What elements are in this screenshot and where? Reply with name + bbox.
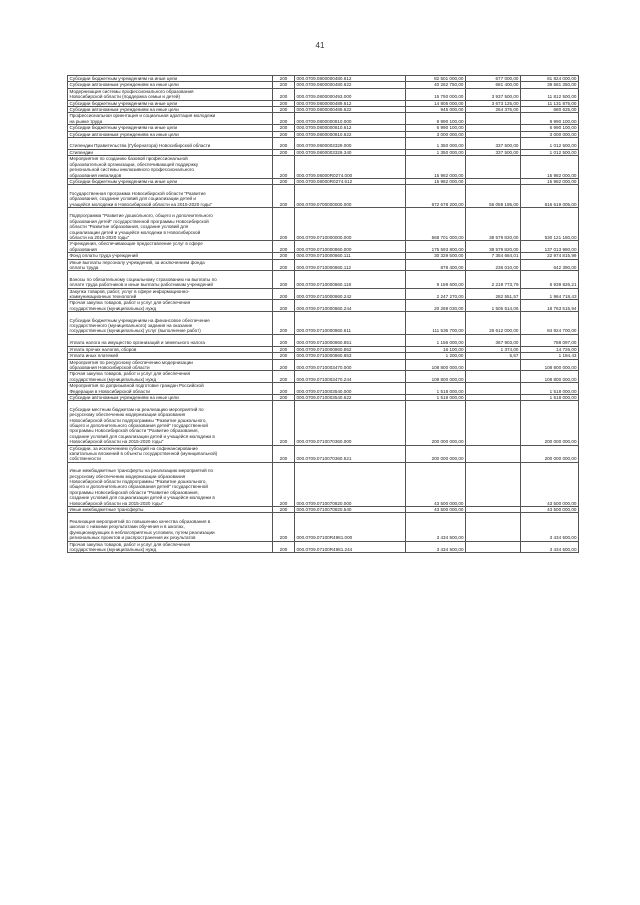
row-amount-remaining: 6 990 100,00 <box>521 125 579 131</box>
row-name: Субсидии бюджетным учреждениям на иные цели <box>68 125 273 131</box>
row-name: Учреждения, обеспечивающие предоставление услуг в сфере образования <box>68 241 273 253</box>
row-name: Мероприятия по созданию базовой профессиональной образовательной организации, обеспечивающей поддержку региональной системы инклюзивного профессионального образования инвалидов <box>68 156 273 179</box>
row-kbk: 000.0709.0710070360.000 <box>295 401 406 445</box>
row-amount-remaining: 81 824 000,00 <box>521 76 579 82</box>
row-amount-remaining: 14 726,00 <box>521 346 579 352</box>
row-name: Субсидии автономным учреждениям на иные цели <box>68 131 273 137</box>
budget-table-body <box>68 76 579 553</box>
row-kbk: 000.0709.0800000493.000 <box>295 88 406 100</box>
row-amount-assigned: 14 805 000,00 <box>406 100 466 106</box>
row-amount-assigned: 175 593 800,00 <box>406 241 466 253</box>
row-kbk: 000.0709.0710000860.611 <box>295 312 406 335</box>
table-row <box>68 359 579 371</box>
row-amount-assigned: 6 990 100,00 <box>406 125 466 131</box>
row-amount-remaining: 15 982 000,00 <box>521 156 579 179</box>
row-code: 200 <box>273 253 295 259</box>
row-amount-remaining: 18 763 515,94 <box>521 300 579 312</box>
row-code: 200 <box>273 371 295 383</box>
row-code: 200 <box>273 156 295 179</box>
table-row <box>68 371 579 383</box>
row-kbk: 000.0709.0710000860.112 <box>295 259 406 271</box>
row-code: 200 <box>273 138 295 150</box>
row-kbk: 000.0709.0710070820.540 <box>295 507 406 513</box>
row-name: Государственная программа Новосибирской области "Развитие образования, создание условий для социализации детей и учащейся молодежи в Новосибирской области на 2015-2020 годы" <box>68 185 273 208</box>
row-name: Реализация мероприятий по повышению качества образования в школах с низкими результатами обучения и в школах, функционирующих в неблагоприятных условиях, путем реализации региональных проектов и распространения их результатов <box>68 513 273 541</box>
row-code: 200 <box>273 462 295 506</box>
table-row <box>68 271 579 288</box>
row-code: 200 <box>273 241 295 253</box>
row-amount-remaining: 1 518 000,00 <box>521 383 579 395</box>
row-amount-executed: 3 937 500,00 <box>466 88 521 100</box>
row-amount-remaining: 108 800 000,00 <box>521 359 579 371</box>
row-kbk: 000.0709.0710070360.521 <box>295 445 406 462</box>
row-amount-assigned: 43 500 000,00 <box>406 507 466 513</box>
row-name: Иные выплаты персоналу учреждений, за исключением фонда оплаты труда <box>68 259 273 271</box>
row-kbk: 000.0709.0710000860.851 <box>295 334 406 346</box>
row-amount-assigned: 200 000 000,00 <box>406 445 466 462</box>
row-name: Субсидии, за исключением субсидий на софинансирование капитальных вложений в объекты государственной (муниципальной) собственности <box>68 445 273 462</box>
row-kbk: 000.0709.07100R4981.000 <box>295 513 406 541</box>
row-amount-executed: 5,57 <box>466 353 521 359</box>
row-amount-remaining: 200 000 000,00 <box>521 401 579 445</box>
row-kbk: 000.0709.0800000489.622 <box>295 107 406 113</box>
table-row <box>68 259 579 271</box>
row-amount-assigned: 108 800 000,00 <box>406 359 466 371</box>
row-amount-assigned: 15 750 000,00 <box>406 88 466 100</box>
row-amount-remaining: 43 500 000,00 <box>521 507 579 513</box>
row-amount-executed <box>466 371 521 383</box>
row-code: 200 <box>273 445 295 462</box>
row-code: 200 <box>273 383 295 395</box>
row-amount-executed: 26 612 000,00 <box>466 312 521 335</box>
row-amount-executed: 1 505 514,06 <box>466 300 521 312</box>
table-row <box>68 82 579 88</box>
row-amount-executed <box>466 541 521 553</box>
row-amount-remaining: 11 131 875,00 <box>521 100 579 106</box>
row-name: Прочая закупка товаров, работ и услуг для обеспечения государственных (муниципальных) нужд <box>68 371 273 383</box>
row-kbk: 000.0709.0710000000.000 <box>295 207 406 240</box>
row-kbk: 000.0709.0710000860.852 <box>295 346 406 352</box>
row-code: 200 <box>273 259 295 271</box>
row-name: Мероприятия по ресурсному обеспечению модернизации образования Новосибирской области <box>68 359 273 371</box>
row-kbk: 000.0709.08000R0274.000 <box>295 156 406 179</box>
table-row <box>68 113 579 125</box>
row-amount-executed: 3 673 125,00 <box>466 100 521 106</box>
row-name: Уплата иных платежей <box>68 353 273 359</box>
row-amount-remaining: 200 000 000,00 <box>521 445 579 462</box>
row-code: 200 <box>273 131 295 137</box>
table-row <box>68 100 579 106</box>
row-amount-remaining: 3 434 500,00 <box>521 541 579 553</box>
row-amount-assigned: 3 434 500,00 <box>406 541 466 553</box>
row-amount-assigned: 30 329 500,00 <box>406 253 466 259</box>
row-name: Взносы по обязательному социальному страхованию на выплаты по оплате труда работников и иные выплаты работникам учреждений <box>68 271 273 288</box>
row-kbk: 000.0709.0800003329.000 <box>295 138 406 150</box>
row-amount-executed <box>466 113 521 125</box>
row-amount-assigned: 108 800 000,00 <box>406 371 466 383</box>
row-kbk: 000.0709.0710000860.111 <box>295 253 406 259</box>
table-row <box>68 107 579 113</box>
row-amount-executed: 337 500,00 <box>466 149 521 155</box>
table-row <box>68 312 579 335</box>
row-amount-assigned: 15 982 000,00 <box>406 178 466 184</box>
row-amount-assigned: 9 159 600,00 <box>406 271 466 288</box>
row-amount-assigned: 111 536 700,00 <box>406 312 466 335</box>
row-kbk: 000.0709.0710003470.244 <box>295 371 406 383</box>
row-amount-assigned: 568 701 000,00 <box>406 207 466 240</box>
row-kbk: 000.0709.0800000810.000 <box>295 113 406 125</box>
row-kbk: 000.0709.0710003540.622 <box>295 394 406 400</box>
row-code: 200 <box>273 82 295 88</box>
row-amount-assigned: 2 247 270,00 <box>406 288 466 300</box>
row-amount-remaining: 6 939 826,21 <box>521 271 579 288</box>
row-amount-remaining: 680 625,00 <box>521 107 579 113</box>
row-amount-executed: 236 010,00 <box>466 259 521 271</box>
table-row <box>68 156 579 179</box>
row-amount-executed <box>466 156 521 179</box>
row-code: 200 <box>273 394 295 400</box>
row-amount-assigned: 200 000 000,00 <box>406 401 466 445</box>
row-amount-executed: 38 579 820,00 <box>466 241 521 253</box>
row-kbk: 000.0709.0710000860.000 <box>295 241 406 253</box>
table-row <box>68 401 579 445</box>
row-amount-assigned: 43 500 000,00 <box>406 462 466 506</box>
row-kbk: 000.0709.0800003329.340 <box>295 149 406 155</box>
row-amount-assigned: 1 518 000,00 <box>406 383 466 395</box>
row-name: Субсидии бюджетным учреждениям на финансовое обеспечение государственного (муниципального) задания на оказание государственных (муниципальных) услуг (выполнение работ) <box>68 312 273 335</box>
row-amount-executed: 337 500,00 <box>466 138 521 150</box>
row-code: 200 <box>273 107 295 113</box>
table-row <box>68 185 579 208</box>
row-amount-assigned: 878 400,00 <box>406 259 466 271</box>
table-row <box>68 334 579 346</box>
row-kbk: 000.0709.0700000000.000 <box>295 185 406 208</box>
row-code: 200 <box>273 100 295 106</box>
row-amount-remaining: 530 121 180,00 <box>521 207 579 240</box>
row-kbk: 000.0709.0710003540.000 <box>295 383 406 395</box>
row-amount-assigned: 9 990 100,00 <box>406 113 466 125</box>
row-code: 200 <box>273 312 295 335</box>
row-amount-executed: 7 354 684,01 <box>466 253 521 259</box>
row-code: 200 <box>273 359 295 371</box>
row-name: Субсидии бюджетным учреждениям на иные цели <box>68 178 273 184</box>
row-amount-executed <box>466 462 521 506</box>
table-row <box>68 288 579 300</box>
row-amount-executed: 282 551,57 <box>466 288 521 300</box>
row-amount-remaining: 1 194,43 <box>521 353 579 359</box>
row-code: 200 <box>273 353 295 359</box>
row-kbk: 000.0709.0800000489.612 <box>295 100 406 106</box>
row-amount-executed: 2 219 773,79 <box>466 271 521 288</box>
page-number: 41 <box>315 41 325 50</box>
row-amount-remaining: 616 619 005,00 <box>521 185 579 208</box>
row-name: Субсидии местным бюджетам на реализацию мероприятий по ресурсному обеспечению модернизации образования Новосибирской области подпрограммы "Развитие дошкольного, общего и дополнительного образования детей" государственной программы Новосибирской области "Развитие образования, создание условий для социализации детей и учащейся молодежи в Новосибирской области на 2015-2020 годы" <box>68 401 273 445</box>
row-name: Профессиональная ориентация и социальная адаптация молодежи на рынке труда <box>68 113 273 125</box>
row-amount-remaining: 1 964 718,43 <box>521 288 579 300</box>
row-amount-remaining: 642 390,00 <box>521 259 579 271</box>
table-row <box>68 513 579 541</box>
table-row <box>68 88 579 100</box>
row-kbk: 000.0709.0800000810.612 <box>295 125 406 131</box>
row-name: Прочая закупка товаров, работ и услуг для обеспечения государственных (муниципальных) нужд <box>68 541 273 553</box>
row-name: Стипендии Правительства (Губернатора) Новосибирской области <box>68 138 273 150</box>
table-row <box>68 138 579 150</box>
row-name: Субсидии бюджетным учреждениям на иные цели <box>68 76 273 82</box>
row-name: Фонд оплаты труда учреждений <box>68 253 273 259</box>
row-name: Иные межбюджетные трансферты <box>68 507 273 513</box>
row-amount-remaining: 15 982 000,00 <box>521 178 579 184</box>
row-kbk: 000.0709.0710070820.000 <box>295 462 406 506</box>
row-code: 200 <box>273 178 295 184</box>
row-code: 200 <box>273 76 295 82</box>
row-kbk: 000.0709.0710000860.853 <box>295 353 406 359</box>
row-kbk: 000.0709.0710003470.000 <box>295 359 406 371</box>
row-code: 200 <box>273 149 295 155</box>
table-row <box>68 76 579 82</box>
row-amount-assigned: 3 000 000,00 <box>406 131 466 137</box>
row-amount-executed: 264 375,00 <box>466 107 521 113</box>
row-amount-assigned: 3 434 500,00 <box>406 513 466 541</box>
row-name: Подпрограмма "Развитие дошкольного, общего и дополнительного образования детей" государственной программы Новосибирской области "Развитие образования, создание условий для социализации детей и учащейся молодежи в Новосибирской области на 2015-2020 годы" <box>68 207 273 240</box>
row-name: Субсидии автономным учреждениям на иные цели <box>68 394 273 400</box>
row-code: 200 <box>273 513 295 541</box>
row-amount-executed <box>466 445 521 462</box>
row-amount-executed <box>466 359 521 371</box>
row-amount-remaining: 108 800 000,00 <box>521 371 579 383</box>
row-amount-assigned: 16 100,00 <box>406 346 466 352</box>
row-amount-assigned: 82 501 000,00 <box>406 76 466 82</box>
row-name: Субсидии автономным учреждениям на иные цели <box>68 82 273 88</box>
row-amount-assigned: 1 350 000,00 <box>406 149 466 155</box>
row-amount-assigned: 1 350 000,00 <box>406 138 466 150</box>
budget-table <box>67 75 579 553</box>
row-kbk: 000.0709.0710000860.119 <box>295 271 406 288</box>
row-amount-executed <box>466 401 521 445</box>
row-code: 200 <box>273 346 295 352</box>
row-amount-assigned: 672 678 200,00 <box>406 185 466 208</box>
row-amount-executed: 677 000,00 <box>466 76 521 82</box>
row-code: 200 <box>273 125 295 131</box>
row-amount-remaining: 3 000 000,00 <box>521 131 579 137</box>
row-amount-executed: 367 903,00 <box>466 334 521 346</box>
row-amount-executed: 56 059 195,00 <box>466 185 521 208</box>
row-amount-assigned: 1 518 000,00 <box>406 394 466 400</box>
row-code: 200 <box>273 207 295 240</box>
row-code: 200 <box>273 334 295 346</box>
table-row <box>68 300 579 312</box>
row-code: 200 <box>273 288 295 300</box>
row-kbk: 000.0709.0710000860.242 <box>295 288 406 300</box>
table-row <box>68 462 579 506</box>
row-amount-assigned: 40 262 750,00 <box>406 82 466 88</box>
row-amount-executed: 1 374,00 <box>466 346 521 352</box>
row-amount-executed <box>466 383 521 395</box>
row-amount-remaining: 22 974 815,99 <box>521 253 579 259</box>
row-name: Уплата налога на имущество организаций и земельного налога <box>68 334 273 346</box>
row-amount-executed: 38 579 820,00 <box>466 207 521 240</box>
row-amount-remaining: 1 012 500,00 <box>521 138 579 150</box>
row-kbk: 000.0709.08000R0274.612 <box>295 178 406 184</box>
row-amount-assigned: 15 982 000,00 <box>406 156 466 179</box>
row-name: Иные межбюджетные трансферты на реализацию мероприятий по ресурсному обеспечению модернизации образования Новосибирской области подпрограммы "Развитие дошкольного, общего и дополнительного образования детей" государственной программы Новосибирской области "Развитие образования, создание условий для социализации детей и учащейся молодежи в Новосибирской области на 2015-2020 годы" <box>68 462 273 506</box>
row-code: 200 <box>273 88 295 100</box>
row-kbk: 000.0709.0710000860.244 <box>295 300 406 312</box>
table-row <box>68 207 579 240</box>
row-name: Прочая закупка товаров, работ и услуг для обеспечения государственных (муниципальных) нужд <box>68 300 273 312</box>
row-amount-assigned: 20 269 030,00 <box>406 300 466 312</box>
row-name: Закупка товаров, работ, услуг в сфере информационно- коммуникационных технологий <box>68 288 273 300</box>
row-amount-remaining: 84 924 700,00 <box>521 312 579 335</box>
row-name: Уплата прочих налогов, сборов <box>68 346 273 352</box>
row-amount-remaining: 137 013 980,00 <box>521 241 579 253</box>
row-code: 200 <box>273 300 295 312</box>
row-kbk: 000.0709.0800000480.612 <box>295 76 406 82</box>
row-kbk: 000.0709.07100R4981.244 <box>295 541 406 553</box>
row-code: 200 <box>273 271 295 288</box>
row-amount-remaining: 788 097,00 <box>521 334 579 346</box>
row-amount-remaining: 3 434 500,00 <box>521 513 579 541</box>
row-amount-remaining: 1 012 500,00 <box>521 149 579 155</box>
row-code: 200 <box>273 541 295 553</box>
row-name: Мероприятия по допризывной подготовке граждан Российской Федерации в Новосибирской области <box>68 383 273 395</box>
table-row <box>68 241 579 253</box>
row-amount-executed <box>466 513 521 541</box>
row-name: Модернизация системы профессионального образования Новосибирской области (поддержка семьи и детей) <box>68 88 273 100</box>
row-kbk: 000.0709.0800000810.622 <box>295 131 406 137</box>
row-kbk: 000.0709.0800000480.622 <box>295 82 406 88</box>
row-amount-assigned: 1 156 000,00 <box>406 334 466 346</box>
row-amount-executed: 681 400,00 <box>466 82 521 88</box>
row-amount-assigned: 1 200,00 <box>406 353 466 359</box>
row-amount-remaining: 43 500 000,00 <box>521 462 579 506</box>
table-row <box>68 541 579 553</box>
row-amount-remaining: 39 581 350,00 <box>521 82 579 88</box>
row-amount-assigned: 945 000,00 <box>406 107 466 113</box>
row-amount-remaining: 11 812 500,00 <box>521 88 579 100</box>
row-code: 200 <box>273 113 295 125</box>
row-name: Субсидии бюджетным учреждениям на иные цели <box>68 100 273 106</box>
row-name: Субсидии автономным учреждениям на иные цели <box>68 107 273 113</box>
row-code: 200 <box>273 401 295 445</box>
row-code: 200 <box>273 507 295 513</box>
row-amount-remaining: 1 518 000,00 <box>521 394 579 400</box>
row-amount-remaining: 9 990 100,00 <box>521 113 579 125</box>
row-name: Стипендии <box>68 149 273 155</box>
table-row <box>68 383 579 395</box>
table-row <box>68 445 579 462</box>
row-code: 200 <box>273 185 295 208</box>
